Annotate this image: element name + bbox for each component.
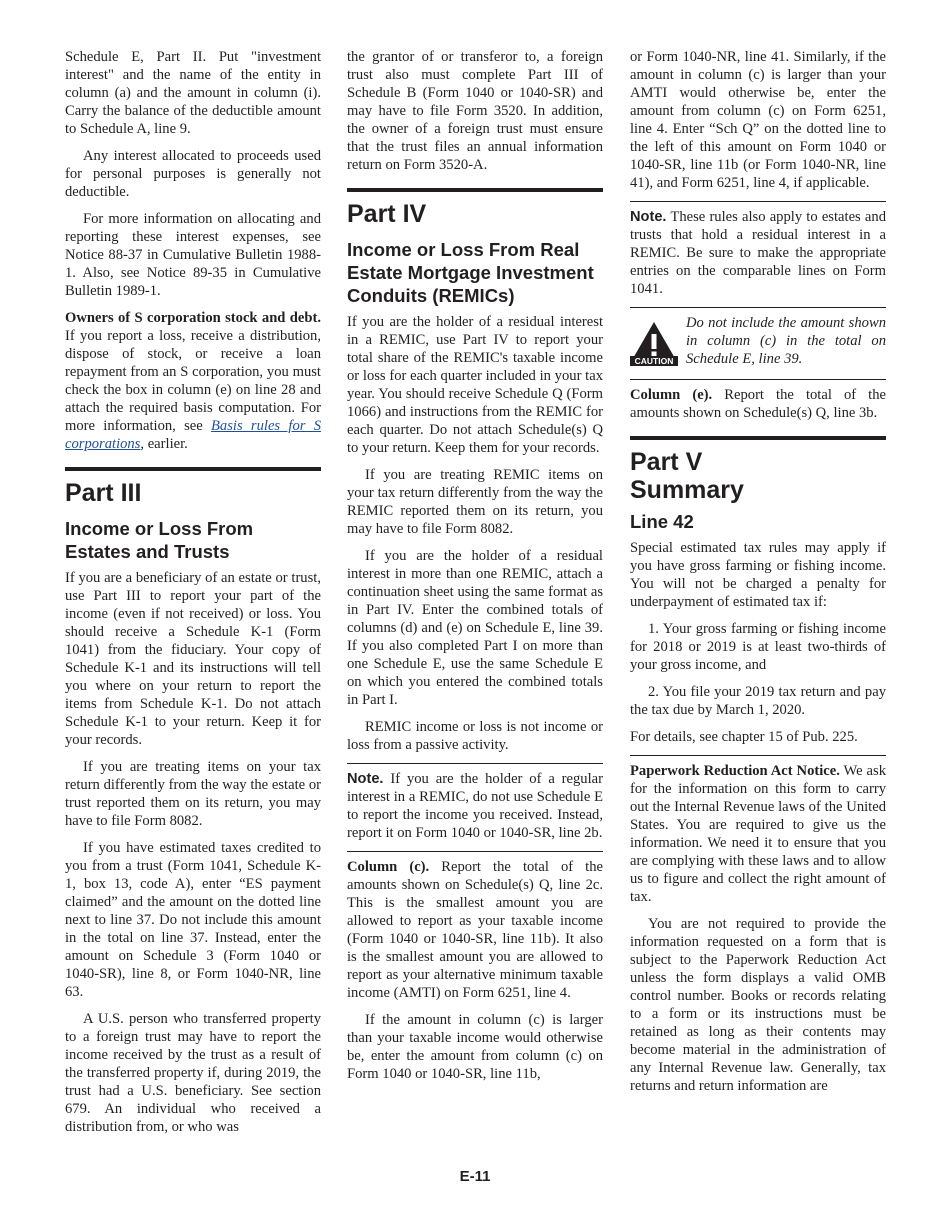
paragraph: the grantor of or transferor to, a foreign trust also must complete Part III of Schedule B (Form 1040 or 1040-SR) and may have to file Form 3520. In addition, the owner of a foreign trust must ensure that the trust files an annual information return on Form 3520-A.: [347, 49, 603, 173]
list-item: 1. Your gross farming or fishing income for 2018 or 2019 is at least two-thirds of your gross income, and: [630, 621, 886, 673]
part-divider: [65, 467, 321, 471]
part-v-summary: Summary: [630, 476, 744, 504]
part-iv-title: Part IV: [347, 200, 427, 228]
paragraph: For more information on allocating and reporting these interest expenses, see Notice 88-37 in Cumulative Bulletin 1988-1. Also, see Notice 89-35 in Cumulative Bulletin 1989-1.: [65, 211, 321, 299]
paragraph: If you are the holder of a residual interest in more than one REMIC, attach a continuation sheet using the same format as in Part IV. Enter the combined totals of columns (d) and (e) on Schedule E, line 39. If you also completed Part I on more than one Schedule E, use the same Schedule E on which you entered the combined totals in Part I.: [347, 548, 603, 708]
paragraph: If you are treating items on your tax return differently from the way the estate or trust reported them on its return, you may have to file Form 8082.: [65, 759, 321, 829]
s-corp-paragraph: [65, 309, 321, 453]
list-item: 2. You file your 2019 tax return and pay the tax due by March 1, 2020.: [630, 684, 886, 718]
column-3: [630, 48, 886, 1104]
column-e-label: Column (e).: [630, 387, 713, 403]
column-e-text: Report the total of the amounts shown on Schedule(s) Q, line 3b.: [630, 387, 887, 421]
paragraph: If you are treating REMIC items on your tax return differently from the way the REMIC reported them on its return, you may have to file Form 8082.: [347, 467, 603, 537]
s-corp-text-b: , earlier.: [140, 436, 188, 452]
part-iv-heading: Income or Loss From Real Estate Mortgage Investment Conduits (REMICs): [347, 239, 594, 306]
part-v-label: Part V: [630, 448, 703, 476]
paragraph: A U.S. person who transferred property to a foreign trust may have to report the income received by the trust as a result of the transferred property if, during 2019, the trust had a U.S. beneficiary. See section 679. An individual who received a distribution from, or who was: [65, 1011, 321, 1135]
paragraph: You are not required to provide the information requested on a form that is subject to the Paperwork Reduction Act unless the form displays a valid OMB control number. Books or records relating to a form or its instructions must be retained as long as their contents may become material in the administration of any Internal Revenue law. Generally, tax returns and return information are: [630, 916, 886, 1094]
paperwork-paragraph: [630, 762, 886, 906]
basis-rules-link[interactable]: Basis rules for S corporations: [65, 418, 321, 452]
s-corp-text-a: If you report a loss, receive a distribution, dispose of stock, or receive a loan repayment from an S corporation, you must check the box in column (e) on line 28 and attach the required basis computation. For more information, see: [65, 328, 321, 434]
paragraph: If you have estimated taxes credited to you from a trust (Form 1041, Schedule K-1, box 13, code A), enter “ES payment claimed” and the amount on the dotted line next to line 37. Do not include this amount in the total on line 37. Instead, enter the amount on Schedule 3 (Form 1040 or 1040-SR), line 8, or Form 1040-NR, line 63.: [65, 840, 321, 1000]
caution-icon: [630, 320, 678, 371]
paragraph: or Form 1040-NR, line 41. Similarly, if the amount in column (c) is larger than your AMTI would otherwise be, enter the amount from column (c) on Form 6251, line 4. Enter “Sch Q” on the dotted line to the left of this amount on Form 1040 or 1040-SR, line 11b (or Form 1040-NR, line 41), and Form 6251, line 4, if applicable.: [630, 49, 886, 191]
caution-divider: [630, 379, 886, 380]
note-divider: [630, 201, 886, 202]
caution-box: [630, 314, 886, 371]
paragraph: If you are the holder of a residual interest in a REMIC, use Part IV to report your total share of the REMIC's taxable income or loss for each quarter included in your tax year. You should receive Schedule Q (Form 1066) and instructions from the REMIC for each quarter. Do not attach Schedule(s) Q to your return. Keep them for your records.: [347, 314, 603, 456]
note-label: Note.: [630, 209, 667, 225]
paragraph: Schedule E, Part II. Put "investment interest" and the name of the entity in column (a) and the amount in column (i). Carry the balance of the deductible amount to Schedule A, line 9.: [65, 49, 321, 137]
paragraph: Special estimated tax rules may apply if you have gross farming or fishing income. You will not be charged a penalty for underpayment of estimated tax if:: [630, 540, 886, 610]
paragraph: Any interest allocated to proceeds used for personal purposes is generally not deductible.: [65, 148, 321, 200]
section-divider: [630, 755, 886, 756]
page-number: E-11: [459, 1168, 491, 1185]
caution-divider: [630, 307, 886, 308]
note-paragraph: [347, 770, 603, 842]
column-c-text: Report the total of the amounts shown on Schedule(s) Q, line 2c. This is the smallest amount you are allowed to report as your taxable income (Form 1040 or 1040-SR, line 11b). It also is the smallest amount you are allowed to report as your alternative minimum taxable income (AMTI) on Form 6251, line 4.: [347, 859, 604, 1001]
note-divider: [347, 763, 603, 764]
part-iii-title: Part III: [65, 479, 142, 507]
part-divider: [630, 436, 886, 440]
paragraph: If you are a beneficiary of an estate or trust, use Part III to report your part of the income (even if not received) or loss. You should receive a Schedule K-1 (Form 1041) from the fiduciary. Your copy of Schedule K-1 and its instructions will tell you where on your return to report the items from Schedule K-1. Do not attach Schedule K-1 to your return. Keep it for your records.: [65, 570, 321, 748]
caution-word: CAUTION: [634, 356, 674, 366]
paperwork-text: We ask for the information on this form to carry out the Internal Revenue laws of the United States. You are required to give us the information. We need it to ensure that you are complying with these laws and to allow us to figure and collect the right amount of tax.: [630, 763, 886, 905]
part-iii-heading: Income or Loss From Estates and Trusts: [65, 518, 254, 562]
note-text: These rules also apply to estates and trusts that hold a residual interest in a REMIC. Be sure to make the appropriate entries on the comparable lines on Form 1041.: [630, 209, 886, 297]
s-corp-lead: Owners of S corporation stock and debt.: [65, 310, 321, 326]
column-c-paragraph: [347, 858, 603, 1002]
column-c-label: Column (c).: [347, 859, 430, 875]
note-label: Note.: [347, 771, 384, 787]
column-e-paragraph: [630, 386, 886, 422]
note-text: If you are the holder of a regular interest in a REMIC, do not use Schedule E to report the income you received. Instead, report it on Form 1040 or 1040-SR, line 2b.: [347, 771, 603, 841]
paperwork-label: Paperwork Reduction Act Notice.: [630, 763, 840, 779]
column-1: [65, 48, 321, 1145]
column-2: [347, 48, 603, 1092]
caution-text: Do not include the amount shown in column (c) in the total on Schedule E, line 39.: [686, 315, 886, 367]
note-paragraph: [630, 208, 886, 298]
paragraph: REMIC income or loss is not income or loss from a passive activity.: [347, 719, 603, 753]
part-v-title: [630, 448, 886, 504]
paragraph: If the amount in column (c) is larger than your taxable income would otherwise be, enter the amount from column (c) on Form 1040 or 1040-SR, line 11b,: [347, 1012, 603, 1082]
paragraph: For details, see chapter 15 of Pub. 225.: [630, 729, 858, 745]
note-divider: [347, 851, 603, 852]
part-divider: [347, 188, 603, 192]
line-42-heading: Line 42: [630, 511, 694, 532]
